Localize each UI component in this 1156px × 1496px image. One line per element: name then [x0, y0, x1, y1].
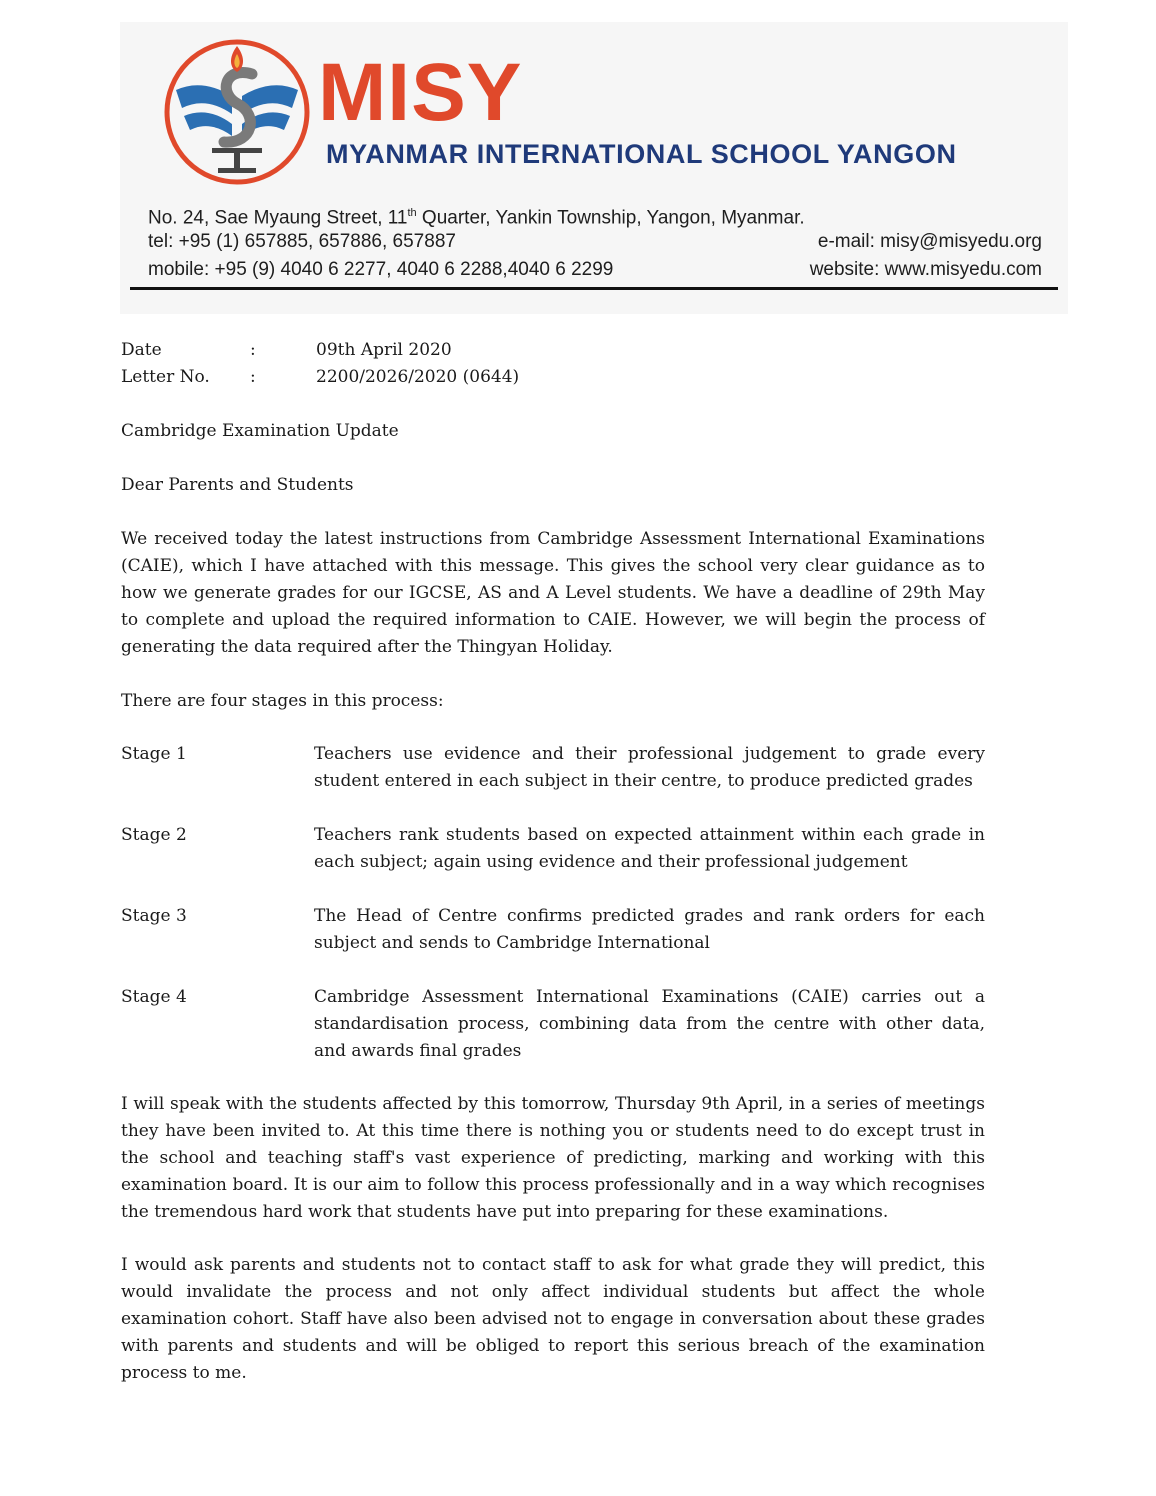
- letter-subject: Cambridge Examination Update: [121, 421, 399, 441]
- school-email: e-mail: misy@misyedu.org: [817, 231, 1042, 252]
- salutation: Dear Parents and Students: [121, 475, 354, 495]
- no-contact-paragraph: I would ask parents and students not to contact staff to ask for what grade they will predict, this would invalidate the process and not only affect individual students but affect the whole examination cohort. Staff have also been advised not to engage in conversation about these grades with parents and students and will be obliged to report this serious breach of the examination process to me.: [121, 1255, 985, 1383]
- date-value: 09th April 2020: [316, 340, 452, 360]
- stages-intro: There are four stages in this process:: [121, 691, 444, 711]
- school-website: website: www.misyedu.com: [809, 259, 1042, 280]
- letter-number-label: Letter No.: [121, 367, 210, 387]
- letter-number-value: 2200/2026/2020 (0644): [316, 367, 520, 387]
- meetings-paragraph: I will speak with the students affected by this tomorrow, Thursday 9th April, in a series of meetings they have been invited to. At this time there is nothing you or students need to do except trust in the school and teaching staff's vast experience of predicting, marking and working with this examination board. It is our aim to follow this process professionally and in a way which recognises the tremendous hard work that students have put into preparing for these examinations.: [121, 1094, 985, 1222]
- stage-3-description: The Head of Centre confirms predicted grades and rank orders for each subject and sends to Cambridge International: [314, 906, 985, 953]
- school-telephone: tel: +95 (1) 657885, 657886, 657887: [148, 231, 456, 252]
- date-label: Date: [121, 340, 162, 360]
- stage-2-description: Teachers rank students based on expected attainment within each grade in each subject; again using evidence and their professional judgement: [314, 825, 985, 872]
- brand-wordmark: MISY: [318, 47, 523, 138]
- date-colon: :: [250, 340, 256, 360]
- school-name: MYANMAR INTERNATIONAL SCHOOL YANGON: [326, 139, 957, 169]
- school-address: No. 24, Sae Myaung Street, 11th Quarter, Yankin Township, Yangon, Myanmar.: [148, 207, 805, 229]
- school-logo-icon: [162, 36, 312, 188]
- letterhead-divider: [130, 287, 1058, 290]
- stage-4-description: Cambridge Assessment International Examinations (CAIE) carries out a standardisation process, combining data from the centre with other data, and awards final grades: [314, 987, 985, 1061]
- letter-number-colon: :: [250, 367, 256, 387]
- stage-3-label: Stage 3: [121, 906, 187, 926]
- stage-1-description: Teachers use evidence and their professional judgement to grade every student entered in each subject in their centre, to produce predicted grades: [314, 744, 985, 791]
- school-mobile: mobile: +95 (9) 4040 6 2277, 4040 6 2288,4040 6 2299: [148, 259, 614, 280]
- intro-paragraph: We received today the latest instructions from Cambridge Assessment International Examinations (CAIE), which I have attached with this message. This gives the school very clear guidance as to how we generate grades for our IGCSE, AS and A Level students. We have a deadline of 29th May to complete and upload the required information to CAIE. However, we will begin the process of generating the data required after the Thingyan Holiday.: [121, 529, 985, 657]
- stage-4-label: Stage 4: [121, 987, 187, 1007]
- stage-1-label: Stage 1: [121, 744, 187, 764]
- stage-2-label: Stage 2: [121, 825, 187, 845]
